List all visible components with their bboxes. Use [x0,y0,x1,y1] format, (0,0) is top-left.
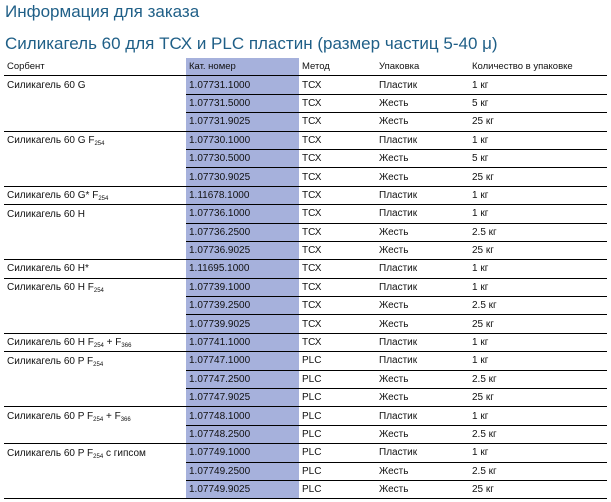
sorbent-sorbent: Силикагель 60 G [7,79,86,91]
table-row [4,76,607,94]
cell-packaging: Жесть [371,462,464,480]
cell-packaging: Жесть [371,113,464,131]
cell-packaging: Жесть [371,297,464,315]
cell-sorbent [4,260,186,278]
cell-quantity: 5 кг [464,149,607,167]
table-row [4,241,607,259]
cell-quantity: 25 кг [464,315,607,333]
table-row [4,205,607,223]
cell-sorbent [4,205,186,223]
cell-sorbent [4,168,186,186]
table-row [4,113,607,131]
table-row [4,315,607,333]
cell-cat-number: 1.07749.1000 [186,444,299,462]
cell-packaging: Жесть [371,94,464,112]
cell-method: PLC [299,425,371,443]
cell-packaging: Жесть [371,370,464,388]
cell-quantity: 5 кг [464,94,607,112]
cell-cat-number: 1.07741.1000 [186,333,299,351]
cell-method: ТСХ [299,131,371,149]
cell-method: PLC [299,407,371,425]
sorbent-sub2: 366 [121,343,132,350]
cell-packaging: Пластик [371,205,464,223]
cell-method: ТСХ [299,333,371,351]
cell-quantity: 2.5 кг [464,223,607,241]
table-row [4,278,607,296]
sorbent-sorbent: Силикагель 60 H F [7,282,94,294]
table-row [4,462,607,480]
cell-cat-number: 1.07739.9025 [186,315,299,333]
cell-packaging: Пластик [371,131,464,149]
cell-method: ТСХ [299,94,371,112]
cell-method: ТСХ [299,76,371,94]
sorbent-tail: с гипсом [103,447,146,459]
sorbent-sorbent: Силикагель 60 H* [7,263,89,275]
header-method: Метод [299,58,371,76]
cell-packaging: Жесть [371,389,464,407]
sorbent-sorbent: Силикагель 60 G* F [7,189,99,201]
cell-cat-number: 1.11678.1000 [186,186,299,204]
order-table [4,58,607,499]
sorbent-sorbent: Силикагель 60 P F [7,410,94,422]
cell-cat-number: 1.07747.2500 [186,370,299,388]
table-row [4,370,607,388]
sorbent-sub1: 254 [93,288,104,295]
table-row [4,480,607,498]
cell-method: PLC [299,389,371,407]
cell-quantity: 1 кг [464,407,607,425]
sorbent-sub1: 254 [94,141,105,147]
cell-packaging: Жесть [371,315,464,333]
cell-quantity: 25 кг [464,168,607,186]
page-title: Информация для заказа [5,2,200,21]
cell-method: PLC [299,480,371,498]
cell-sorbent [4,315,186,333]
cell-packaging: Жесть [371,149,464,167]
cell-quantity: 1 кг [464,131,607,149]
cell-cat-number: 1.07736.2500 [186,223,299,241]
cell-method: ТСХ [299,205,371,223]
cell-cat-number: 1.07748.2500 [186,425,299,443]
cell-sorbent [4,131,186,149]
sorbent-sorbent: Силикагель 60 H [7,208,85,220]
cell-packaging: Пластик [371,352,464,370]
cell-cat-number: 1.11695.1000 [186,260,299,278]
cell-cat-number: 1.07749.9025 [186,480,299,498]
cell-cat-number: 1.07730.9025 [186,168,299,186]
cell-sorbent [4,444,186,462]
cell-quantity: 1 кг [464,260,607,278]
header-packaging: Упаковка [371,58,464,76]
cell-method: ТСХ [299,149,371,167]
cell-cat-number: 1.07747.1000 [186,352,299,370]
cell-method: PLC [299,370,371,388]
cell-quantity: 1 кг [464,444,607,462]
cell-quantity: 25 кг [464,241,607,259]
cell-quantity: 2.5 кг [464,297,607,315]
table-row [4,407,607,425]
cell-quantity: 25 кг [464,113,607,131]
cell-packaging: Жесть [371,168,464,186]
cell-method: ТСХ [299,278,371,296]
cell-quantity: 25 кг [464,389,607,407]
table-row [4,149,607,167]
sorbent-sub1: 254 [93,453,104,460]
table-row [4,444,607,462]
cell-sorbent [4,241,186,259]
cell-quantity: 2.5 кг [464,370,607,388]
cell-sorbent [4,462,186,480]
cell-packaging: Пластик [371,76,464,94]
table-row [4,260,607,278]
cell-sorbent [4,186,186,204]
cell-sorbent [4,480,186,498]
cell-packaging: Жесть [371,223,464,241]
cell-method: ТСХ [299,297,371,315]
table-row [4,297,607,315]
cell-quantity: 1 кг [464,352,607,370]
sorbent-sorbent: Силикагель 60 P F [7,355,94,367]
cell-packaging: Пластик [371,278,464,296]
header-sorbent: Сорбент [4,58,186,76]
cell-sorbent [4,352,186,370]
cell-quantity: 2.5 кг [464,425,607,443]
cell-quantity: 2.5 кг [464,462,607,480]
cell-cat-number: 1.07731.1000 [186,76,299,94]
cell-sorbent [4,425,186,443]
cell-sorbent [4,76,186,94]
cell-method: ТСХ [299,260,371,278]
cell-sorbent [4,94,186,112]
cell-sorbent [4,370,186,388]
table-row [4,333,607,351]
cell-cat-number: 1.07747.9025 [186,389,299,407]
cell-cat-number: 1.07731.5000 [186,94,299,112]
cell-method: ТСХ [299,223,371,241]
sorbent-mid: + F [103,337,122,349]
cell-cat-number: 1.07748.1000 [186,407,299,425]
cell-sorbent [4,297,186,315]
sorbent-sorbent: Силикагель 60 H F [7,337,94,349]
cell-method: PLC [299,352,371,370]
cell-packaging: Жесть [371,425,464,443]
cell-method: ТСХ [299,168,371,186]
cell-packaging: Пластик [371,407,464,425]
cell-cat-number: 1.07730.1000 [186,131,299,149]
cell-sorbent [4,223,186,241]
cell-quantity: 1 кг [464,278,607,296]
table-row [4,223,607,241]
cell-method: PLC [299,444,371,462]
header-quantity: Количество в упаковке [464,58,607,76]
cell-quantity: 25 кг [464,480,607,498]
cell-cat-number: 1.07736.9025 [186,241,299,259]
sorbent-sorbent: Силикагель 60 G F [7,135,95,146]
table-row [4,389,607,407]
cell-sorbent [4,113,186,131]
cell-packaging: Пластик [371,444,464,462]
table-row [4,168,607,186]
sorbent-sub1: 254 [93,343,104,350]
cell-cat-number: 1.07736.1000 [186,205,299,223]
cell-sorbent [4,278,186,296]
cell-sorbent [4,149,186,167]
cell-cat-number: 1.07730.5000 [186,149,299,167]
table-row [4,131,607,149]
cell-quantity: 1 кг [464,186,607,204]
sorbent-sub2: 366 [120,416,131,423]
cell-cat-number: 1.07749.2500 [186,462,299,480]
cell-quantity: 1 кг [464,205,607,223]
table-row [4,94,607,112]
cell-packaging: Жесть [371,241,464,259]
table-row [4,186,607,204]
cell-method: ТСХ [299,186,371,204]
cell-method: PLC [299,462,371,480]
page-subtitle: Силикагель 60 для ТСХ и PLC пластин (размер частиц 5-40 μ) [5,34,498,53]
cell-packaging: Пластик [371,260,464,278]
cell-cat-number: 1.07739.2500 [186,297,299,315]
cell-packaging: Пластик [371,333,464,351]
table-row [4,352,607,370]
cell-method: ТСХ [299,113,371,131]
cell-method: ТСХ [299,315,371,333]
cell-packaging: Пластик [371,186,464,204]
sorbent-sub1: 254 [93,361,104,368]
sorbent-sorbent: Силикагель 60 P F [7,447,94,459]
cell-cat-number: 1.07739.1000 [186,278,299,296]
sorbent-mid: + F [103,410,121,422]
header-cat-number: Кат. номер [186,58,299,76]
cell-quantity: 1 кг [464,76,607,94]
cell-method: ТСХ [299,241,371,259]
cell-sorbent [4,333,186,351]
cell-sorbent [4,389,186,407]
sorbent-sub1: 254 [98,195,109,202]
cell-sorbent [4,407,186,425]
table-header-row [4,58,607,76]
cell-quantity: 1 кг [464,333,607,351]
cell-packaging: Жесть [371,480,464,498]
cell-cat-number: 1.07731.9025 [186,113,299,131]
table-row [4,425,607,443]
sorbent-sub1: 254 [93,416,104,423]
